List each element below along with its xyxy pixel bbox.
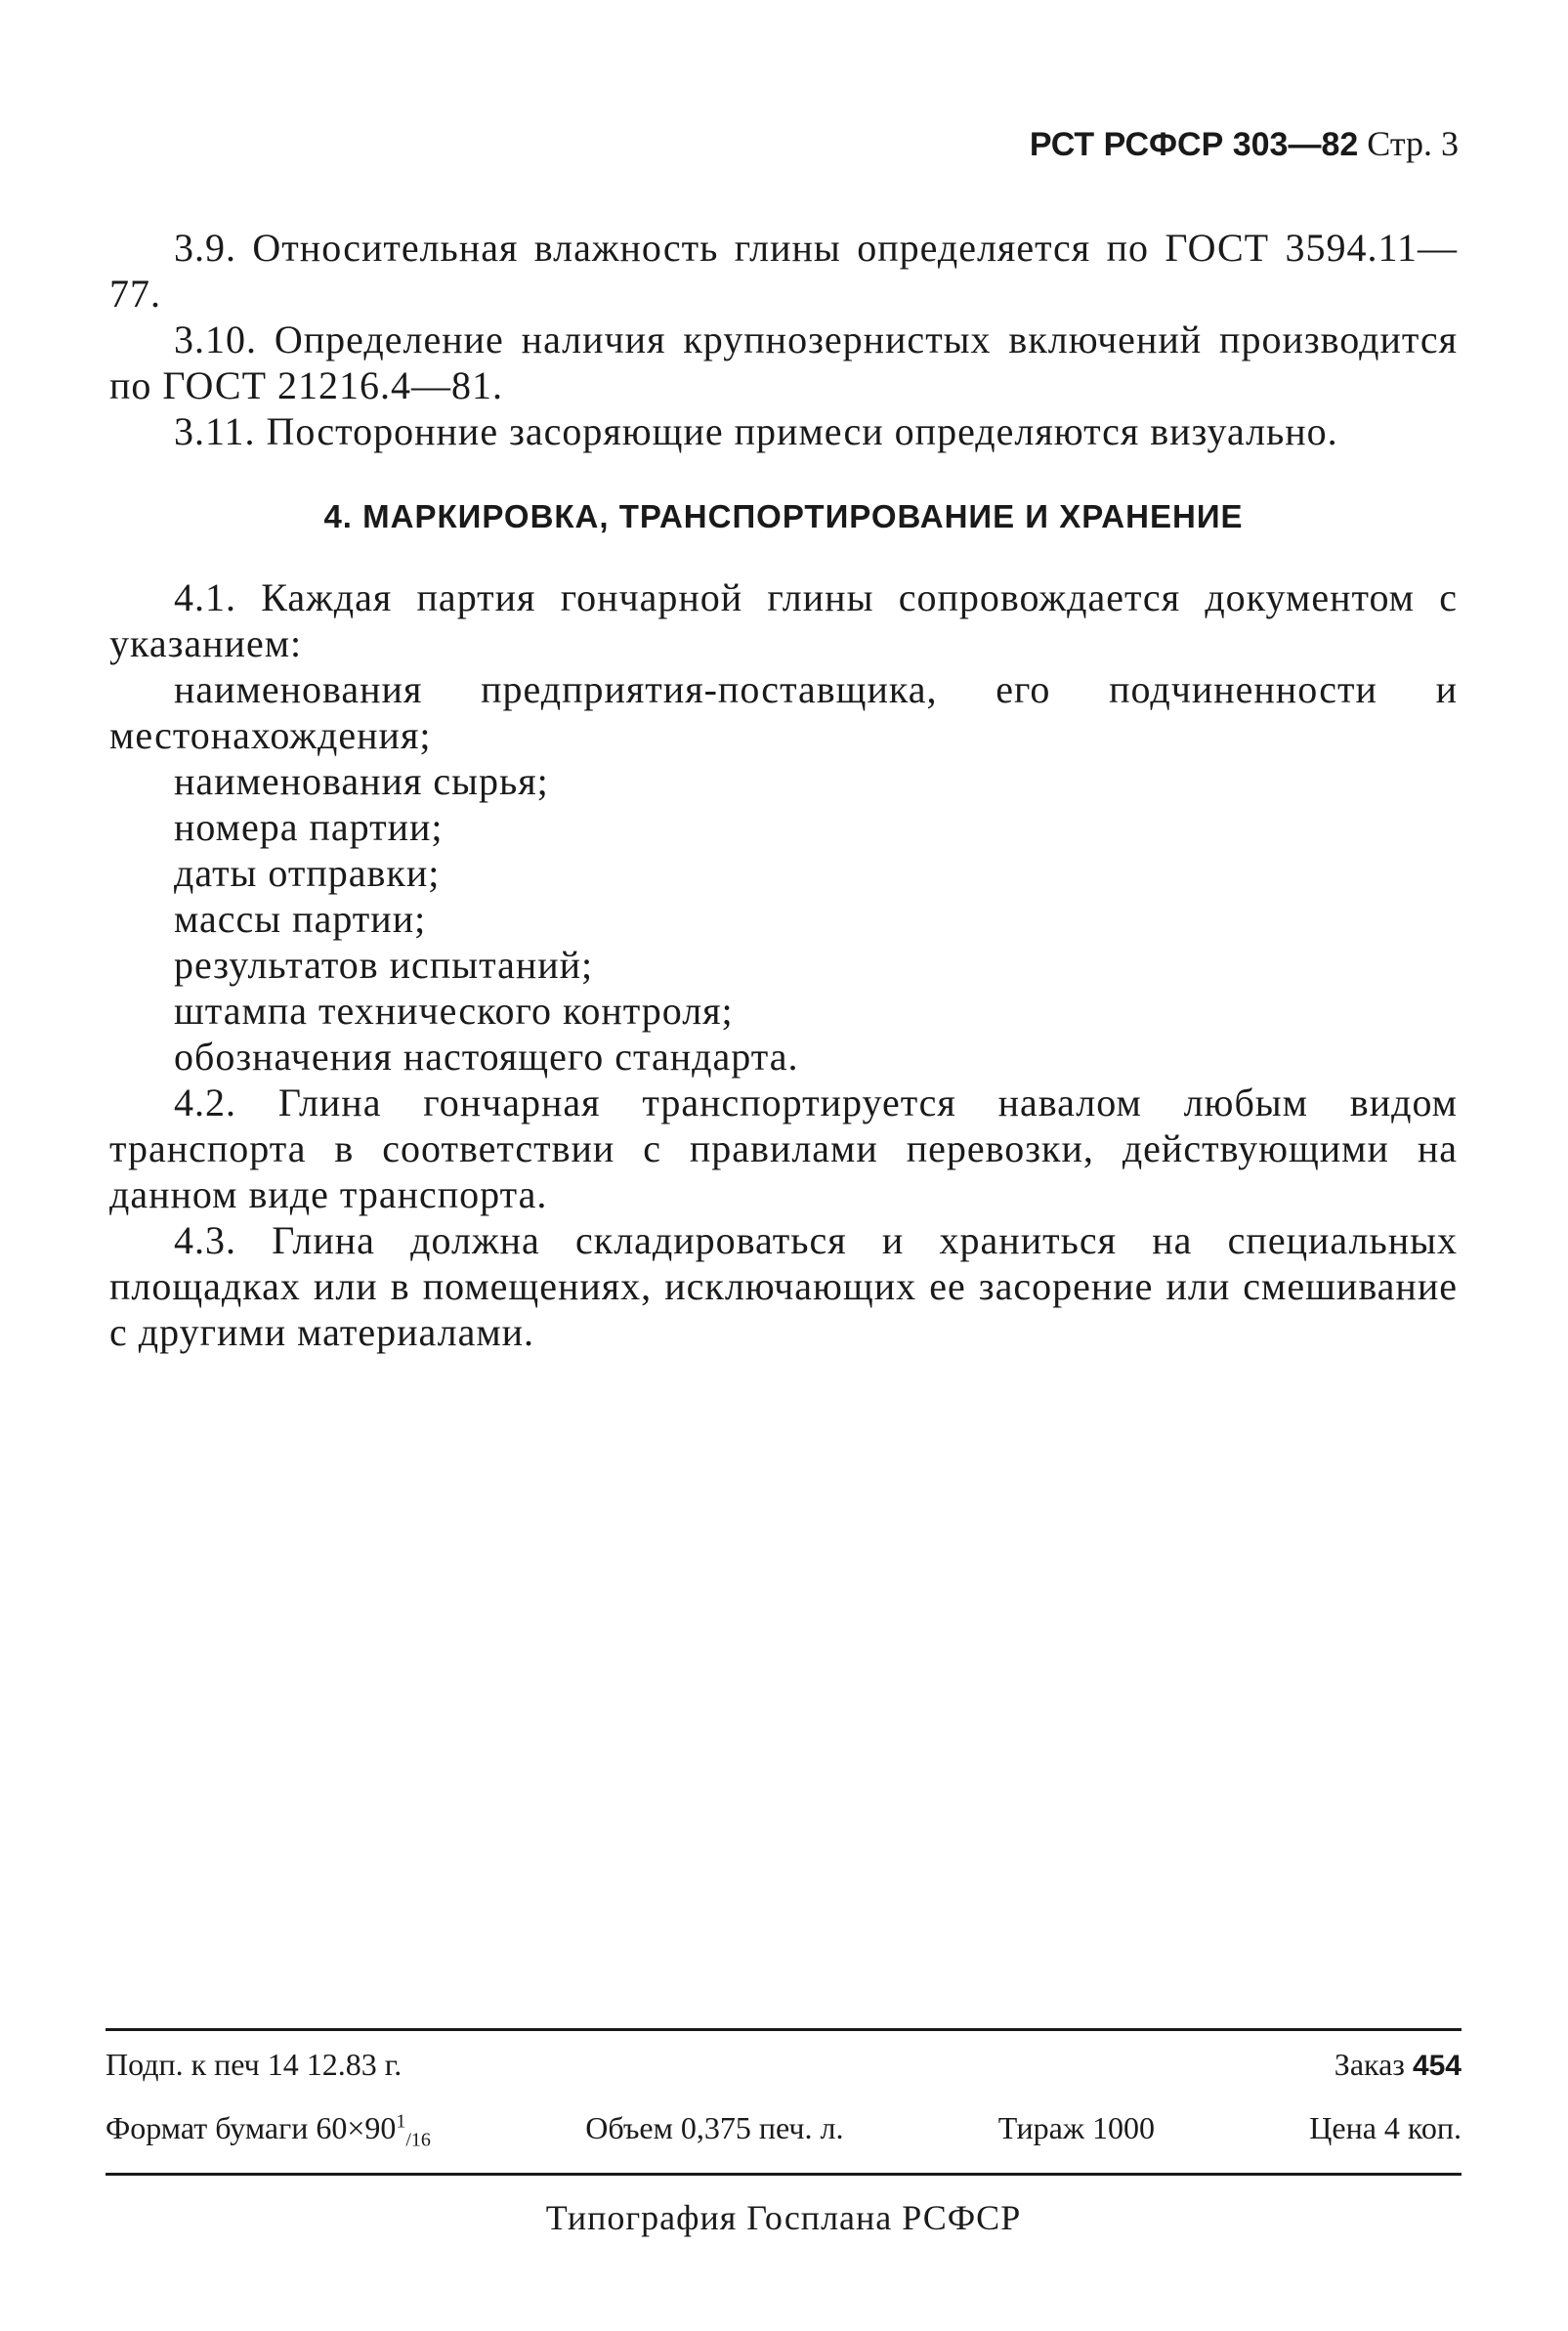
- paper-format-sup: 1: [396, 2110, 406, 2133]
- imprint-top-rule: [106, 2028, 1462, 2031]
- imprint-block: [106, 2028, 1462, 2238]
- imprint-row-2: [106, 2110, 1462, 2151]
- clause-3-11: 3.11. Посторонние засоряющие примеси определяются визуально.: [174, 409, 1338, 453]
- clause-3-10: 3.10. Определение наличия крупнозернистых включений производится по ГОСТ 21216.4—81.: [109, 318, 1458, 407]
- section-4-title: 4. МАРКИРОВКА, ТРАНСПОРТИРОВАНИЕ И ХРАНЕНИЕ: [323, 498, 1244, 534]
- list-item: результатов испытаний;: [174, 943, 594, 987]
- list-item: наименования предприятия-поставщика, его подчиненности и местонахождения;: [109, 667, 1458, 757]
- order-number: 454: [1412, 2050, 1462, 2082]
- clause-4-1: 4.1. Каждая партия гончарной глины сопровождается документом с указанием:: [109, 575, 1458, 665]
- clause-3-9: 3.9. Относительная влажность глины определяется по ГОСТ 3594.11—77.: [109, 226, 1458, 316]
- clause-4-2: 4.2. Глина гончарная транспортируется навалом любым видом транспорта в соответствии с правилами перевозки, действующими на данном виде транспорта.: [109, 1081, 1458, 1216]
- list-item: обозначения настоящего стандарта.: [174, 1035, 799, 1079]
- list-item: массы партии;: [174, 897, 427, 941]
- list-item: даты отправки;: [174, 851, 441, 895]
- signed-for-print: Подп. к печ 14 12.83 г.: [106, 2047, 403, 2082]
- order: [1335, 2047, 1462, 2083]
- list-item: номера партии;: [174, 805, 444, 849]
- imprint-row-1: [106, 2047, 1462, 2083]
- page-header: [1030, 123, 1459, 164]
- print-run: Тираж 1000: [997, 2110, 1155, 2145]
- page-number: Стр. 3: [1367, 124, 1459, 163]
- document-body: [109, 225, 1458, 1355]
- list-item: наименования сырья;: [174, 759, 549, 803]
- volume: Объем 0,375 печ. л.: [585, 2110, 844, 2145]
- clause-4-3: 4.3. Глина должна складироваться и храниться на специальных площадках или в помещениях, исключающих ее засорение или смешивание с другими материалами.: [109, 1218, 1458, 1354]
- price: Цена 4 коп.: [1309, 2110, 1462, 2145]
- standard-designation: РСТ РСФСР 303—82: [1029, 126, 1359, 163]
- imprint-bottom-rule: [106, 2173, 1462, 2176]
- paper-format: [106, 2110, 431, 2151]
- paper-format-label: Формат бумаги 60×90: [106, 2110, 397, 2145]
- order-label: Заказ: [1334, 2047, 1405, 2082]
- paper-format-sub: /16: [405, 2129, 431, 2151]
- printing-house: Типография Госплана РСФСР: [545, 2198, 1022, 2238]
- list-item: штампа технического контроля;: [174, 989, 734, 1033]
